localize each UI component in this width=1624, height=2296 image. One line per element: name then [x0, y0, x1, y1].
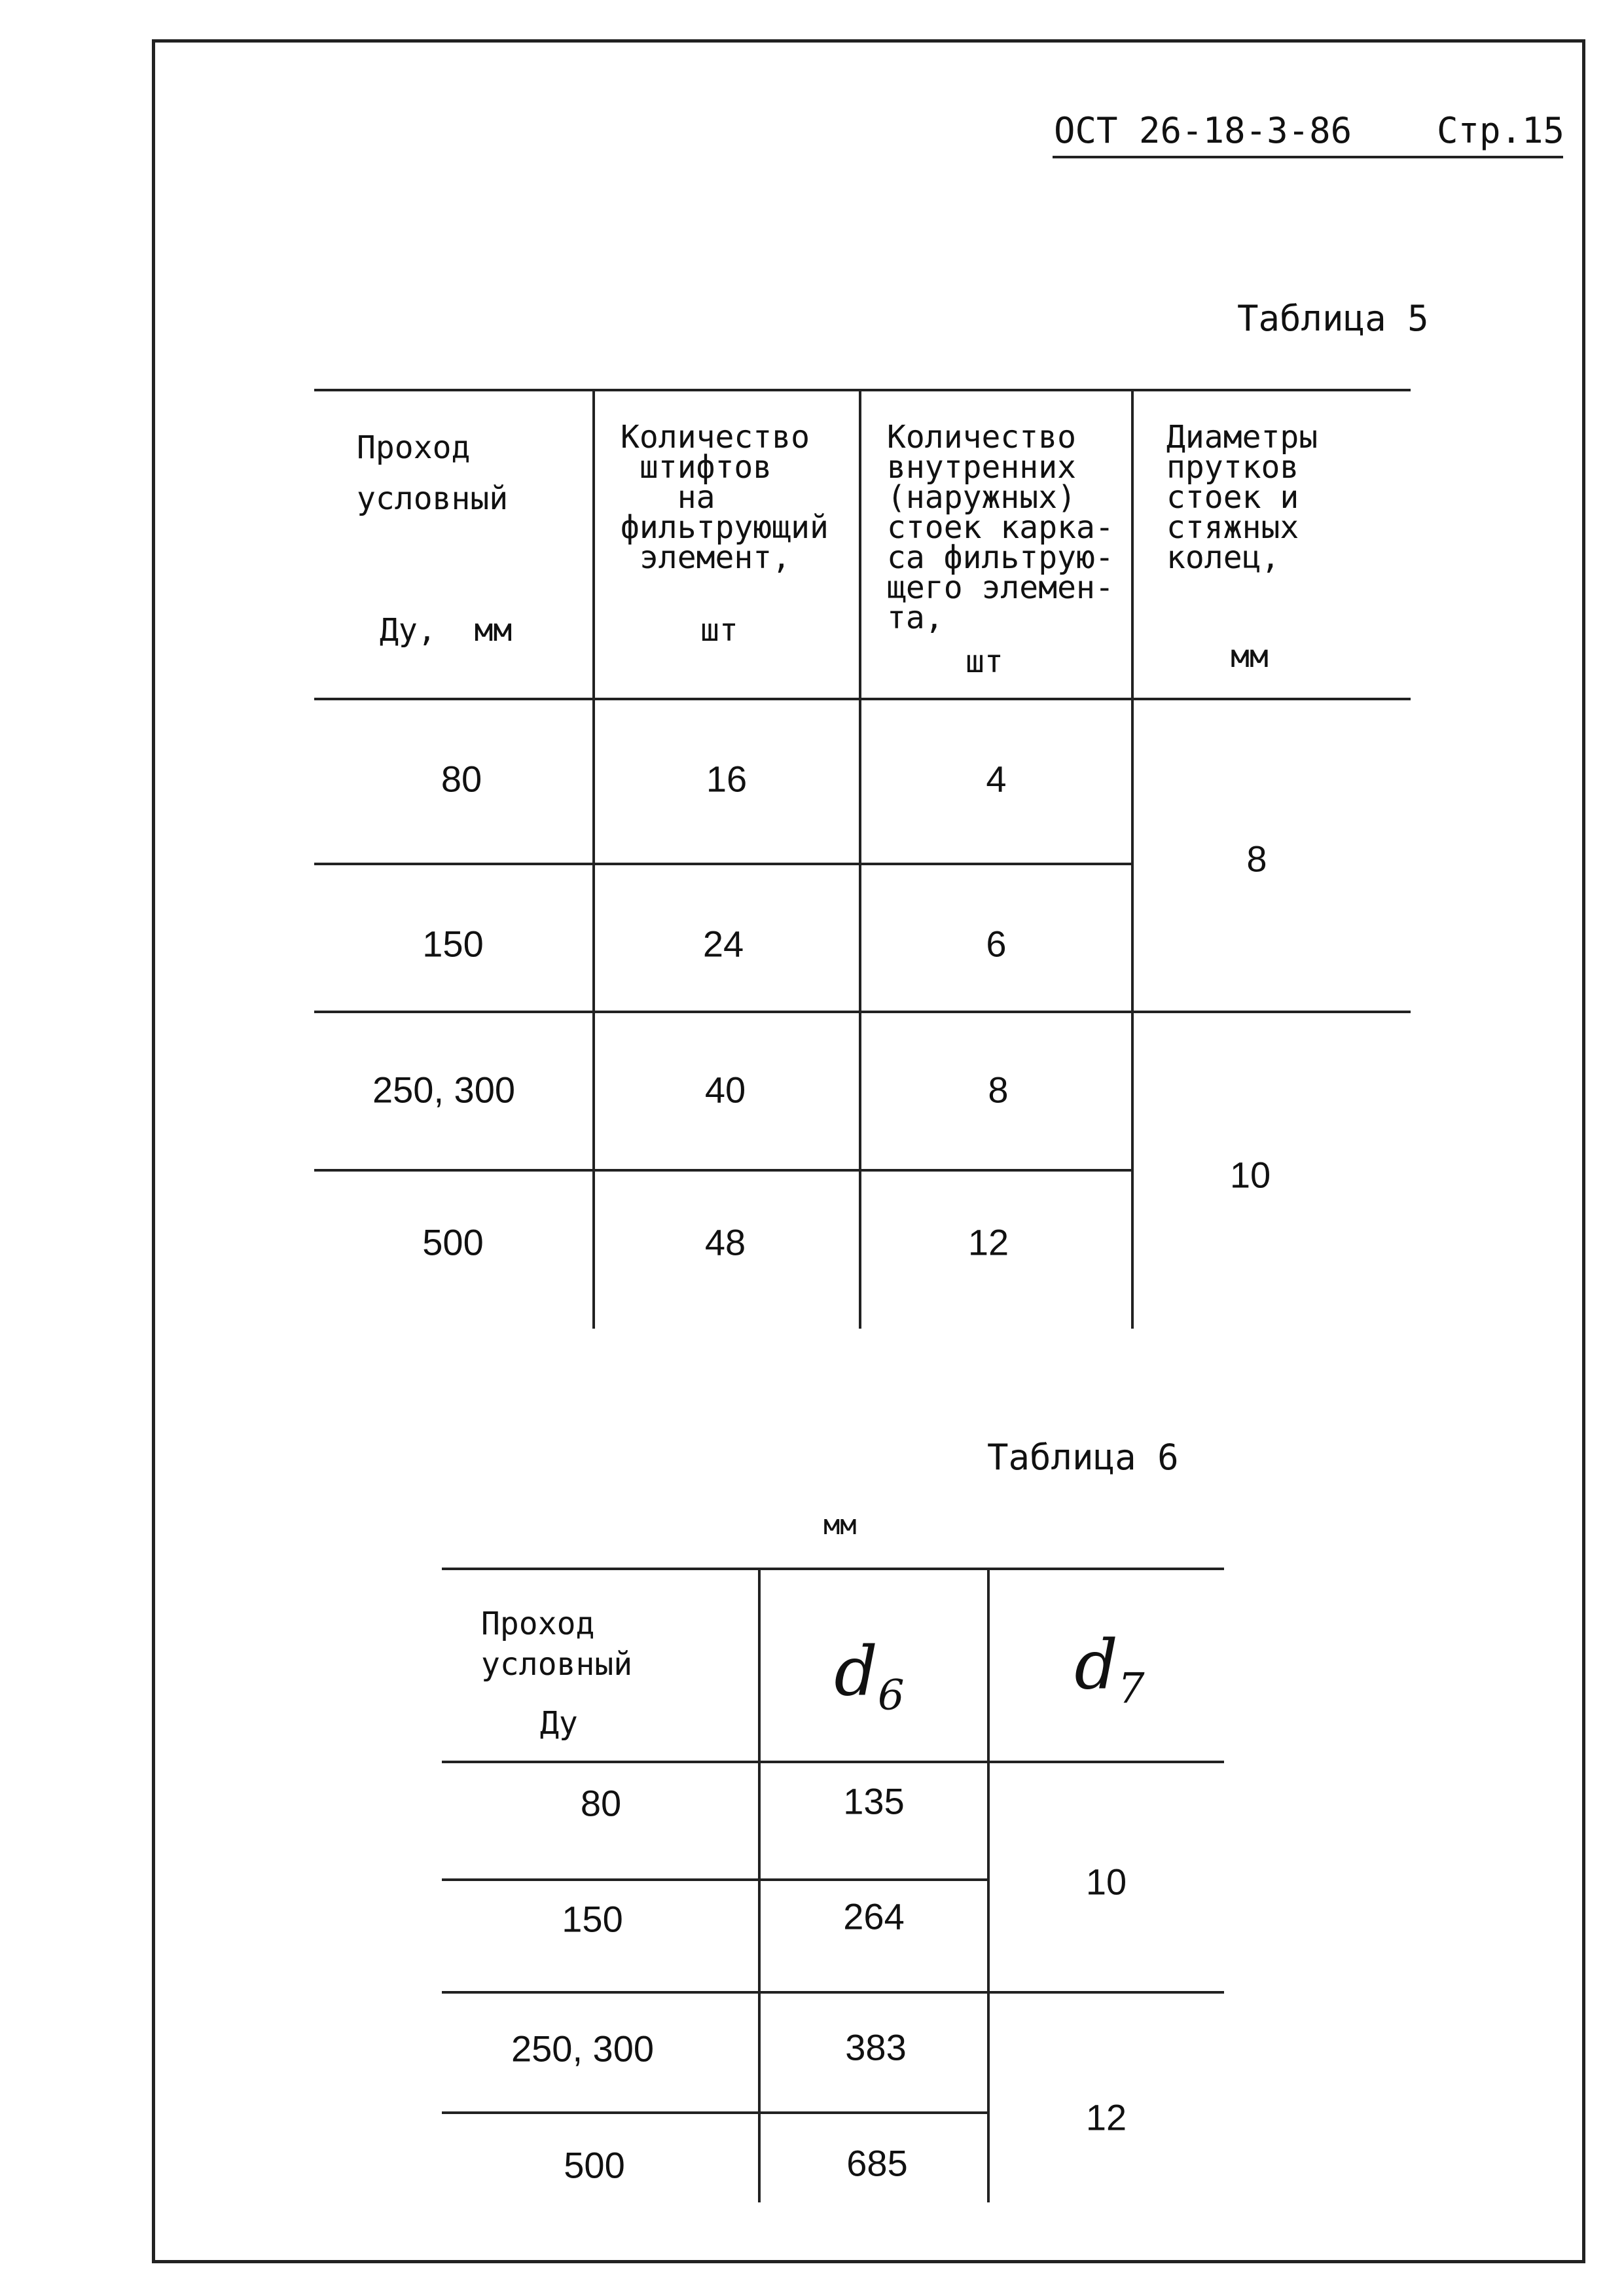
table6-col-rule	[758, 1568, 761, 2202]
table6-d6-cell: 264	[843, 1895, 905, 1937]
table6-units: мм	[823, 1509, 857, 1541]
table5-du-cell: 250, 300	[372, 1069, 515, 1111]
table5-posts-cell: 4	[986, 758, 1007, 800]
table5-diameter-cell: 8	[1246, 838, 1267, 880]
table5-col-rule	[592, 389, 595, 1329]
table5-header-du: Проход условный	[357, 429, 509, 517]
table5-du-cell: 80	[441, 758, 482, 800]
table5-top-rule	[314, 389, 1411, 391]
table5-header-pins-unit: шт	[700, 612, 738, 649]
table5-header-posts: Количество внутренних (наружных) стоек карка- са фильтрую- щего элемен- та,	[887, 419, 1114, 636]
table6-du-cell: 250, 300	[511, 2028, 654, 2070]
table6-header-du-unit: Ду	[540, 1705, 578, 1742]
table5-header-diameters-unit: мм	[1231, 638, 1269, 675]
table5-col-rule	[1131, 389, 1134, 1329]
table6-row-rule	[442, 2111, 988, 2114]
table5-header-du-unit: Ду, мм	[380, 612, 513, 649]
table5-posts-cell: 8	[988, 1069, 1009, 1111]
table5-caption: Таблица 5	[1237, 298, 1429, 339]
table5-row-rule	[314, 1169, 1132, 1172]
table6-caption: Таблица 6	[987, 1437, 1179, 1478]
table5-du-cell: 150	[422, 923, 484, 965]
table5-header-rule	[314, 698, 1411, 700]
table6-d7-cell: 12	[1085, 2096, 1127, 2138]
table6-header-d7: $d_7$	[1074, 1624, 1145, 1713]
table6-du-cell: 80	[580, 1782, 622, 1824]
table6-header-du: Проход условный	[481, 1605, 633, 1683]
table5-pins-cell: 24	[702, 923, 744, 965]
table6-d7-cell: 10	[1085, 1861, 1127, 1903]
table6-du-cell: 150	[562, 1898, 623, 1940]
table5-pins-cell: 16	[706, 758, 748, 800]
table6-d6-cell: 685	[846, 2142, 908, 2184]
table6-row-rule	[442, 1878, 988, 1881]
table5-pins-cell: 40	[704, 1069, 746, 1111]
table5-col-rule	[859, 389, 861, 1329]
table6-group-rule	[442, 1991, 1224, 1994]
table5-group-rule	[314, 1011, 1411, 1013]
document-code: ОСТ 26-18-3-86	[1054, 110, 1352, 151]
table5-posts-cell: 6	[986, 923, 1007, 965]
table5-header-diameters: Диаметры прутков стоек и стяжных колец,	[1166, 419, 1318, 576]
table5-posts-cell: 12	[967, 1221, 1009, 1263]
table6-d6-cell: 383	[845, 2026, 907, 2068]
page-number: Стр.15	[1437, 110, 1565, 151]
table6-du-cell: 500	[564, 2144, 625, 2186]
table6-top-rule	[442, 1568, 1224, 1570]
table5-pins-cell: 48	[704, 1221, 746, 1263]
table5-header-pins: Количество штифтов на фильтрующий элемент,	[621, 419, 829, 576]
table6-header-rule	[442, 1761, 1224, 1763]
table6-header-d6: $d_6$	[834, 1631, 905, 1720]
table5-du-cell: 500	[422, 1221, 484, 1263]
table6-d6-cell: 135	[843, 1780, 905, 1822]
header-underline	[1053, 156, 1563, 158]
table6-col-rule	[987, 1568, 990, 2202]
table5-row-rule	[314, 863, 1132, 865]
table5-diameter-cell: 10	[1229, 1154, 1271, 1196]
table5-header-posts-unit: шт	[965, 643, 1003, 680]
